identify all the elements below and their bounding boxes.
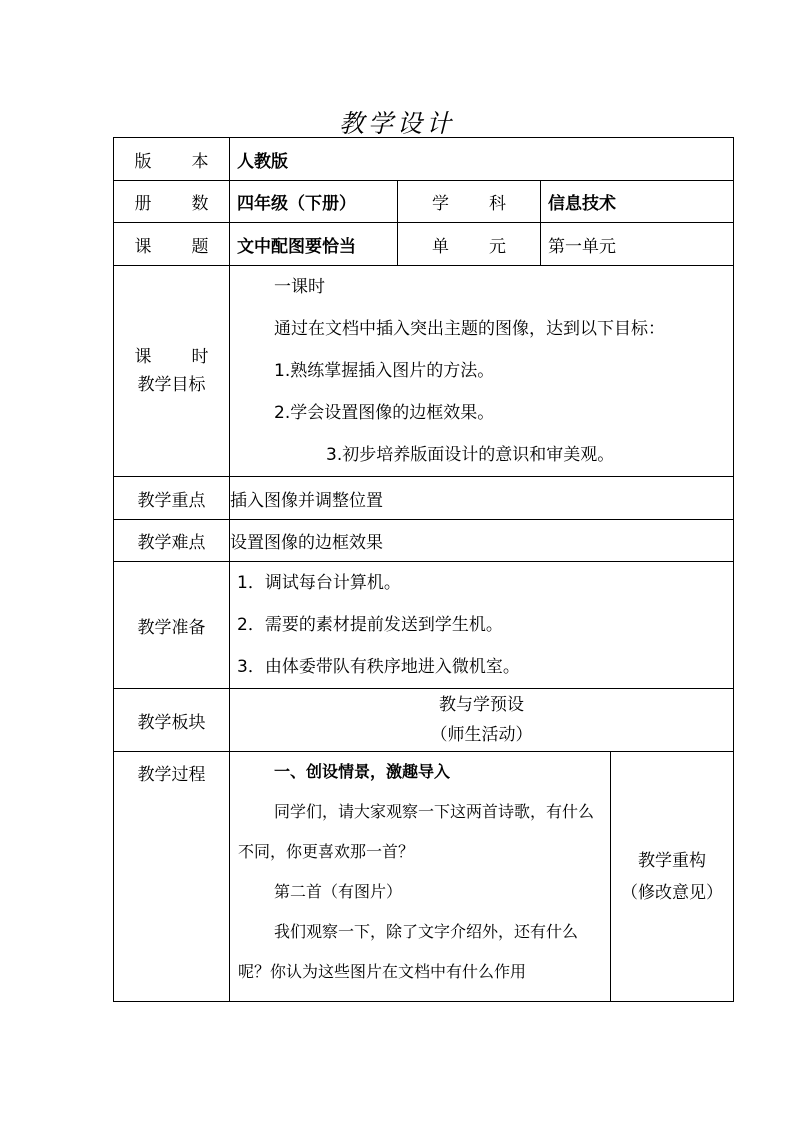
preparation-line: 1．调试每台计算机。 [237, 573, 401, 593]
objective-line: 一课时 [274, 277, 325, 297]
process-paragraph: 第二首（有图片） [274, 882, 403, 901]
topic-label: 课 题 [114, 223, 230, 266]
row-topic [114, 223, 734, 266]
unit-label: 单 元 [398, 223, 541, 266]
topic-value: 文中配图要恰当 [230, 223, 398, 266]
edition-value: 人教版 [230, 138, 734, 181]
objectives-label: 课 时 教学目标 [114, 266, 230, 477]
volume-label: 册 数 [114, 181, 230, 223]
row-key-points [114, 477, 734, 520]
volume-value: 四年级（下册） [230, 181, 398, 223]
unit-value: 第一单元 [541, 223, 734, 266]
row-edition [114, 138, 734, 181]
preparation-line: 2．需要的素材提前发送到学生机。 [237, 615, 503, 635]
preparation-line: 3．由体委带队有秩序地进入微机室。 [237, 657, 520, 677]
objective-line: 3.初步培养版面设计的意识和审美观。 [326, 445, 615, 465]
revision-column: 教学重构 （修改意见） [611, 752, 734, 1002]
preparation-label: 教学准备 [114, 562, 230, 689]
row-modules [114, 689, 734, 752]
process-content [230, 752, 611, 1002]
lesson-plan-table [113, 137, 734, 1002]
objectives-content [230, 266, 734, 477]
difficulties-label: 教学难点 [114, 520, 230, 562]
row-volume [114, 181, 734, 223]
key-points-value: 插入图像并调整位置 [230, 477, 734, 520]
edition-label: 版 本 [114, 138, 230, 181]
process-heading: 一、创设情景，激趣导入 [274, 762, 451, 781]
process-paragraph: 我们观察一下，除了文字介绍外，还有什么呢？你认为这些图片在文档中有什么作用 [238, 922, 579, 981]
page-title: 教学设计 [338, 109, 455, 138]
process-paragraph: 同学们，请大家观察一下这两首诗歌，有什么不同，你更喜欢那一首？ [238, 802, 595, 861]
difficulties-value: 设置图像的边框效果 [230, 520, 734, 562]
row-difficulties [114, 520, 734, 562]
objective-line: 2.学会设置图像的边框效果。 [274, 403, 495, 423]
modules-content: 教与学预设 （师生活动） [230, 689, 734, 752]
preparation-content [230, 562, 734, 689]
row-objectives [114, 266, 734, 477]
key-points-label: 教学重点 [114, 477, 230, 520]
subject-label: 学 科 [398, 181, 541, 223]
objective-line: 通过在文档中插入突出主题的图像，达到以下目标： [274, 319, 665, 339]
objective-line: 1.熟练掌握插入图片的方法。 [274, 361, 495, 381]
process-label: 教学过程 [114, 752, 230, 1002]
modules-label: 教学板块 [114, 689, 230, 752]
row-process [114, 752, 734, 1002]
row-preparation [114, 562, 734, 689]
subject-value: 信息技术 [541, 181, 734, 223]
